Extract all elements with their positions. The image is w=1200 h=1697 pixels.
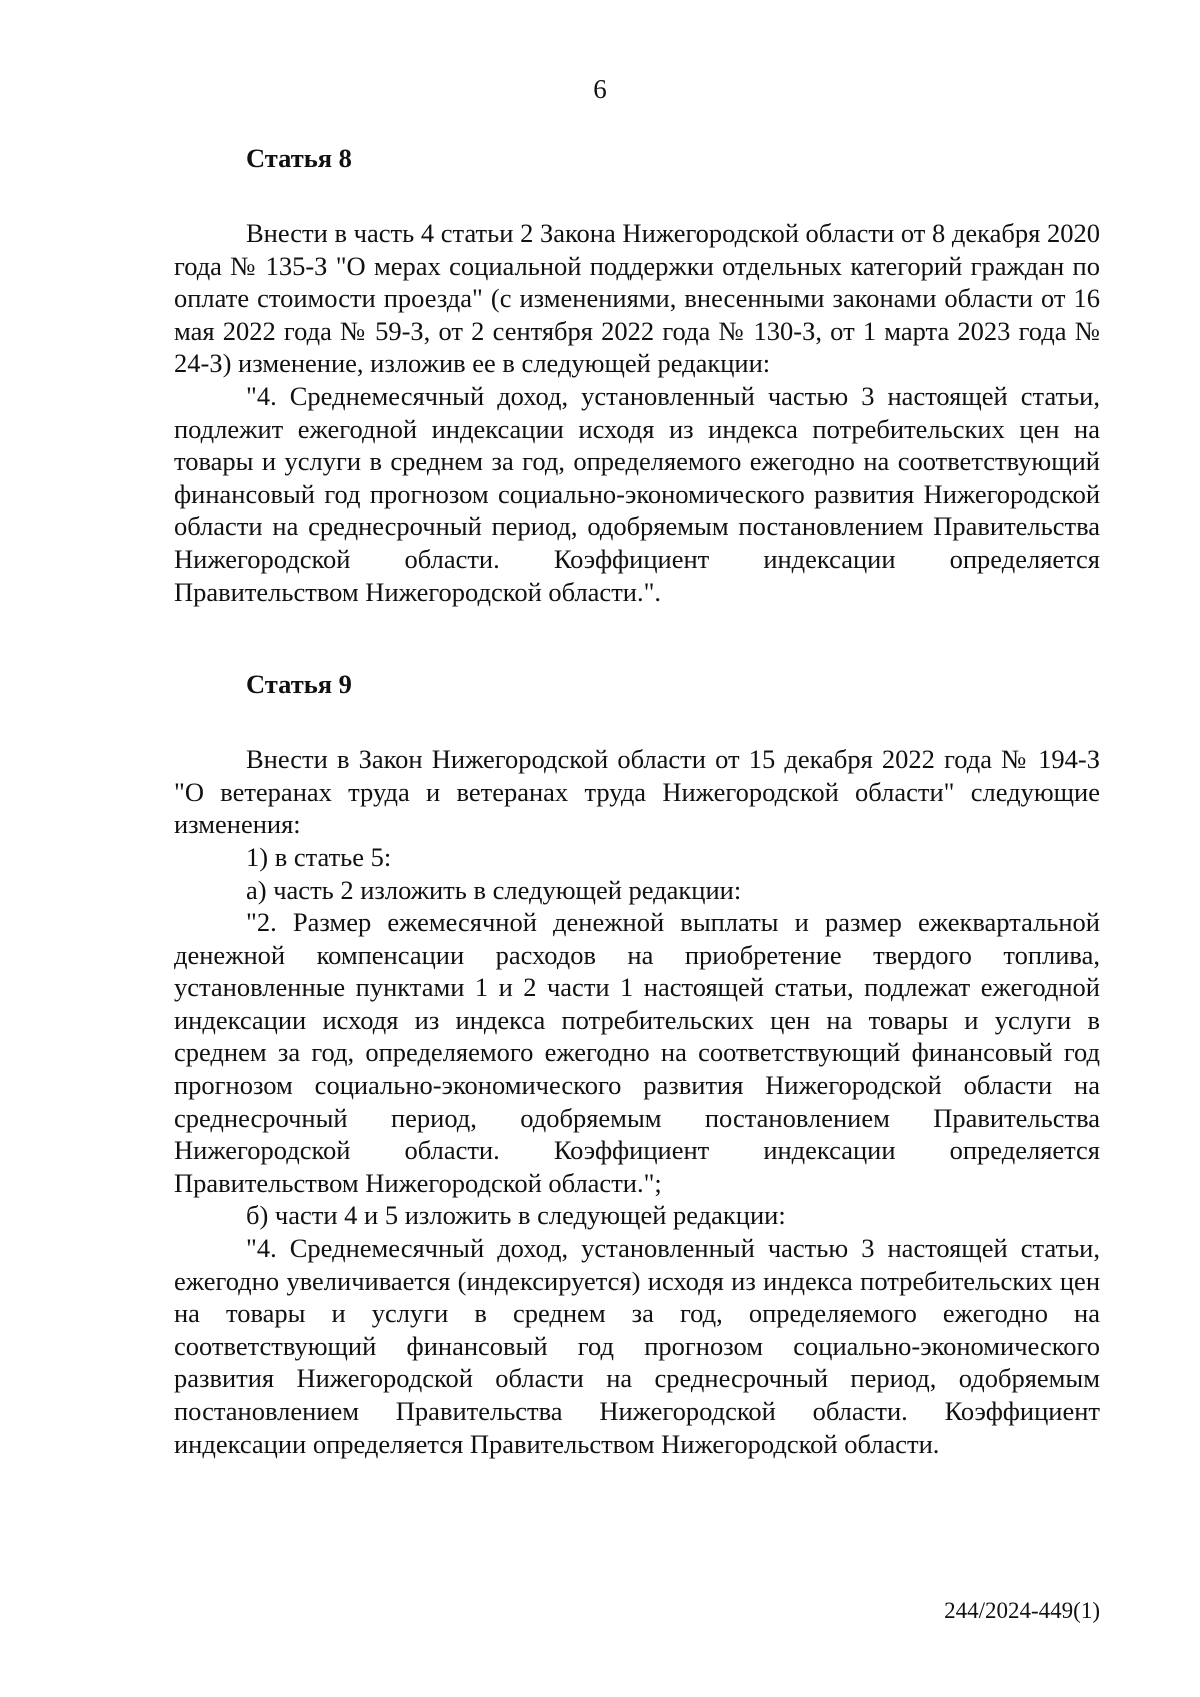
article-8-heading: Статья 8 [246,143,352,173]
document-code: 244/2024-449(1) [944,1598,1100,1623]
article-9-paragraph-4: "2. Размер ежемесячной денежной выплаты и размер ежеквартальной денежной компенсации расходов на приобретение твердого топлива, установленные пунктами 1 и 2 части 1 настоящей статьи, подлежат ежегодной индексации исходя из индекса потребительских цен на товары и услуги в среднем за год, определяемого ежегодно на соответствующий финансовый год прогнозом социально-экономического развития Нижегородской области на среднесрочный период, одобряемым постановлением Правительства Нижегородской области. Коэффициент индексации определяется Правительством Нижегородской области."; [174,907,1100,1198]
article-9-paragraph-5: б) части 4 и 5 изложить в следующей редакции: [246,1200,786,1231]
article-9-paragraph-3: а) часть 2 изложить в следующей редакции: [246,874,742,905]
page-number: 6 [593,74,607,104]
article-9-paragraph-2: 1) в статье 5: [246,841,392,872]
article-8-paragraph-2: "4. Среднемесячный доход, установленный частью 3 настоящей статьи, подлежит ежегодной индексации исходя из индекса потребительских цен на товары и услуги в среднем за год, определяемого ежегодно на соответствующий финансовый год прогнозом социально-экономического развития Нижегородской области на среднесрочный период, одобряемым постановлением Правительства Нижегородской области. Коэффициент индексации определяется Правительством Нижегородской области.". [174,380,1100,607]
article-9-paragraph-6: "4. Среднемесячный доход, установленный частью 3 настоящей статьи, ежегодно увеличивается (индексируется) исходя из индекса потребительских цен на товары и услуги в среднем за год, определяемого ежегодно на соответствующий финансовый год прогнозом социально-экономического развития Нижегородской области на среднесрочный период, одобряемым постановлением Правительства Нижегородской области. Коэффициент индексации определяется Правительством Нижегородской области. [174,1233,1100,1459]
spacer [174,701,1100,743]
article-9-heading: Статья 9 [246,669,352,700]
article-9-paragraph-1: Внести в Закон Нижегородской области от 15 декабря 2022 года № 194-З "О ветеранах труда и ветеранах труда Нижегородской области" следующие изменения: [174,744,1100,840]
article-8-paragraph-1: Внести в часть 4 статьи 2 Закона Нижегородской области от 8 декабря 2020 года № 135-З "О мерах социальной поддержки отдельных категорий граждан по оплате стоимости проезда" (с изменениями, внесенными законами области от 16 мая 2022 года № 59-З, от 2 сентября 2022 года № 130-З, от 1 марта 2023 года № 24-З) изменение, изложив ее в следующей редакции: [174,218,1100,379]
document-body [174,142,1100,1460]
spacer [174,608,1100,668]
spacer [174,175,1100,217]
